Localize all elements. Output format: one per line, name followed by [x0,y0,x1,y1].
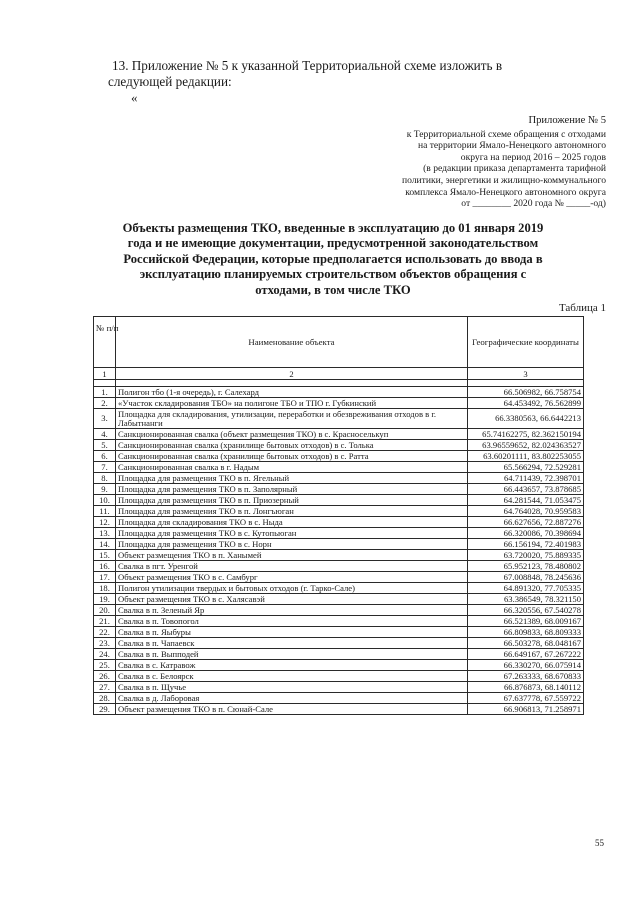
table-row [94,561,584,572]
table-row [94,616,584,627]
row-number: 14. [94,539,116,550]
row-object-name: Санкционированная свалка (хранилище бытовых отходов) в с. Ратта [116,451,468,462]
row-coordinates: 64.453492, 76.562899 [468,398,584,409]
row-coordinates: 66.506982, 66.758754 [468,387,584,398]
table-row [94,693,584,704]
row-coordinates: 65.566294, 72.529281 [468,462,584,473]
table-row [94,594,584,605]
row-coordinates: 66.156194, 72.401983 [468,539,584,550]
appendix-line: к Территориальной схеме обращения с отходами [406,128,606,140]
table-row [94,495,584,506]
row-object-name: Свалка в п. Щучье [116,682,468,693]
row-coordinates: 67.008848, 78.245636 [468,572,584,583]
row-coordinates: 64.711439, 72.398701 [468,473,584,484]
row-object-name: Объект размещения ТКО в п. Ханымей [116,550,468,561]
table-row [94,539,584,550]
row-coordinates: 66.809833, 68.809333 [468,627,584,638]
header-coordinates: Географические координаты [468,317,584,368]
row-object-name: Санкционированная свалка (объект размещения ТКО) в с. Красноселькуп [116,429,468,440]
appendix-line: на территории Ямало-Ненецкого автономного [417,140,606,152]
row-coordinates: 64.764028, 70.959583 [468,506,584,517]
row-object-name: Площадка для складирования ТКО в с. Ныда [116,517,468,528]
heading-line: эксплуатацию планируемых строительством объектов обращения с [139,267,527,282]
row-object-name: Свалка в с. Белоярск [116,671,468,682]
row-coordinates: 67.263333, 68.670833 [468,671,584,682]
appendix-line: (в редакции приказа департамента тарифной [423,163,606,175]
row-object-name: Свалка в п. Чапаевск [116,638,468,649]
spacer-cell [468,380,584,387]
row-number: 29. [94,704,116,715]
appendix-block [306,115,606,210]
row-coordinates: 66.906813, 71.258971 [468,704,584,715]
row-object-name: Полигон утилизации твердых и бытовых отходов (г. Тарко-Сале) [116,583,468,594]
row-coordinates: 65.74162275, 82.362150194 [468,429,584,440]
row-number: 3. [94,409,116,429]
table-row [94,484,584,495]
row-coordinates: 66.330270, 66.075914 [468,660,584,671]
appendix-line: от ________ 2020 года № _____-од) [461,198,606,210]
intro-paragraph [108,58,572,90]
row-coordinates: 63.720020, 75.889335 [468,550,584,561]
row-coordinates: 63.96559652, 82.024363527 [468,440,584,451]
row-number: 24. [94,649,116,660]
row-number: 26. [94,671,116,682]
row-coordinates: 66.443657, 73.878685 [468,484,584,495]
table-row [94,638,584,649]
table-row [94,627,584,638]
row-number: 25. [94,660,116,671]
row-object-name: Свалка в пгт. Уренгой [116,561,468,572]
row-object-name: Свалка в д. Лаборовая [116,693,468,704]
table-row [94,671,584,682]
row-number: 5. [94,440,116,451]
row-object-name: Объект размещения ТКО в с. Самбург [116,572,468,583]
row-object-name: Площадка для размещения ТКО в п. Приозерный [116,495,468,506]
table-row [94,451,584,462]
appendix-title: Приложение № 5 [528,115,606,126]
heading-line: отходами, в том числе ТКО [255,282,411,297]
row-number: 1. [94,387,116,398]
row-object-name: Санкционированная свалка в г. Надым [116,462,468,473]
row-object-name: Площадка для размещения ТКО в с. Норн [116,539,468,550]
column-number-3: 3 [468,368,584,380]
header-object-name: Наименование объекта [116,317,468,368]
row-object-name: Объект размещения ТКО в с. Халясавэй [116,594,468,605]
row-number: 12. [94,517,116,528]
row-object-name: «Участок складирования ТБО» на полигоне ТБО и ТПО г. Губкинский [116,398,468,409]
table-row [94,660,584,671]
intro-line-1: 13. Приложение № 5 к указанной Территориальной схеме изложить в [112,58,503,73]
table-row [94,429,584,440]
row-number: 21. [94,616,116,627]
column-number-1: 1 [94,368,116,380]
row-number: 7. [94,462,116,473]
row-object-name: Площадка для складирования, утилизации, переработки и обезвреживания отходов в г. Лабытнанги [116,409,468,429]
objects-table-wrap [93,316,583,715]
heading-line: Объекты размещения ТКО, введенные в эксплуатацию до 01 января 2019 [122,221,544,235]
row-number: 15. [94,550,116,561]
spacer-cell [116,380,468,387]
table-row [94,473,584,484]
table-row [94,550,584,561]
row-coordinates: 66.876873, 68.140112 [468,682,584,693]
row-number: 18. [94,583,116,594]
table-row [94,398,584,409]
table-row [94,462,584,473]
table-row [94,409,584,429]
row-number: 16. [94,561,116,572]
table-row [94,528,584,539]
row-object-name: Свалка в п. Выпподей [116,649,468,660]
row-coordinates: 66.320086, 70.398694 [468,528,584,539]
row-number: 19. [94,594,116,605]
row-coordinates: 64.281544, 71.053475 [468,495,584,506]
table-row [94,682,584,693]
table-row [94,583,584,594]
heading-line: Российской Федерации, которые предполагается использовать до ввода в [123,251,543,266]
row-number: 27. [94,682,116,693]
row-object-name: Санкционированная свалка (хранилище бытовых отходов) в с. Толька [116,440,468,451]
row-object-name: Площадка для размещения ТКО в п. Ягельный [116,473,468,484]
row-number: 6. [94,451,116,462]
intro-line-2: следующей редакции: [108,74,232,89]
row-number: 28. [94,693,116,704]
table-row [94,506,584,517]
row-coordinates: 66.3380563, 66.6442213 [468,409,584,429]
row-object-name: Площадка для размещения ТКО в п. Лонгъюган [116,506,468,517]
row-object-name: Полигон тбо (1-я очередь), г. Салехард [116,387,468,398]
table-row [94,517,584,528]
page-number: 55 [595,838,604,848]
column-number-2: 2 [116,368,468,380]
row-coordinates: 67.637778, 67.559722 [468,693,584,704]
table-caption: Таблица 1 [558,302,606,314]
row-object-name: Свалка в п. Товопогол [116,616,468,627]
row-coordinates: 66.503278, 68.048167 [468,638,584,649]
row-coordinates: 66.521389, 68.009167 [468,616,584,627]
table-row [94,649,584,660]
row-object-name: Свалка в с. Катравож [116,660,468,671]
heading-line: года и не имеющие документации, предусмотренной законодательством [127,236,539,251]
table-row [94,572,584,583]
table-row [94,704,584,715]
objects-table [93,316,584,715]
row-coordinates: 66.649167, 67.267222 [468,649,584,660]
row-number: 4. [94,429,116,440]
row-coordinates: 64.891320, 77.705335 [468,583,584,594]
row-object-name: Площадка для размещения ТКО в п. Заполярный [116,484,468,495]
row-number: 2. [94,398,116,409]
table-row [94,440,584,451]
row-coordinates: 63.386549, 78.321150 [468,594,584,605]
row-coordinates: 65.952123, 78.480802 [468,561,584,572]
row-number: 11. [94,506,116,517]
row-object-name: Площадка для размещения ТКО в с. Кутопьюган [116,528,468,539]
row-number: 8. [94,473,116,484]
row-number: 23. [94,638,116,649]
row-coordinates: 66.627656, 72.887276 [468,517,584,528]
row-coordinates: 66.320556, 67.540278 [468,605,584,616]
header-number: № п/п [94,317,116,368]
row-object-name: Свалка в п. Яыбуры [116,627,468,638]
appendix-line: политики, энергетики и жилищно-коммунального [401,174,606,186]
row-number: 9. [94,484,116,495]
row-object-name: Свалка в п. Зеленый Яр [116,605,468,616]
appendix-line: округа на период 2016 – 2025 годов [460,151,606,163]
spacer-cell [94,380,116,387]
row-number: 17. [94,572,116,583]
row-coordinates: 63.60201111, 83.802253055 [468,451,584,462]
row-number: 10. [94,495,116,506]
document-heading [88,221,578,298]
table-row [94,387,584,398]
opening-quote: « [131,90,138,105]
row-object-name: Объект размещения ТКО в п. Сюнай-Сале [116,704,468,715]
table-body [94,387,584,715]
row-number: 22. [94,627,116,638]
table-row [94,605,584,616]
appendix-line: комплекса Ямало-Ненецкого автономного округа [405,186,606,198]
row-number: 20. [94,605,116,616]
row-number: 13. [94,528,116,539]
